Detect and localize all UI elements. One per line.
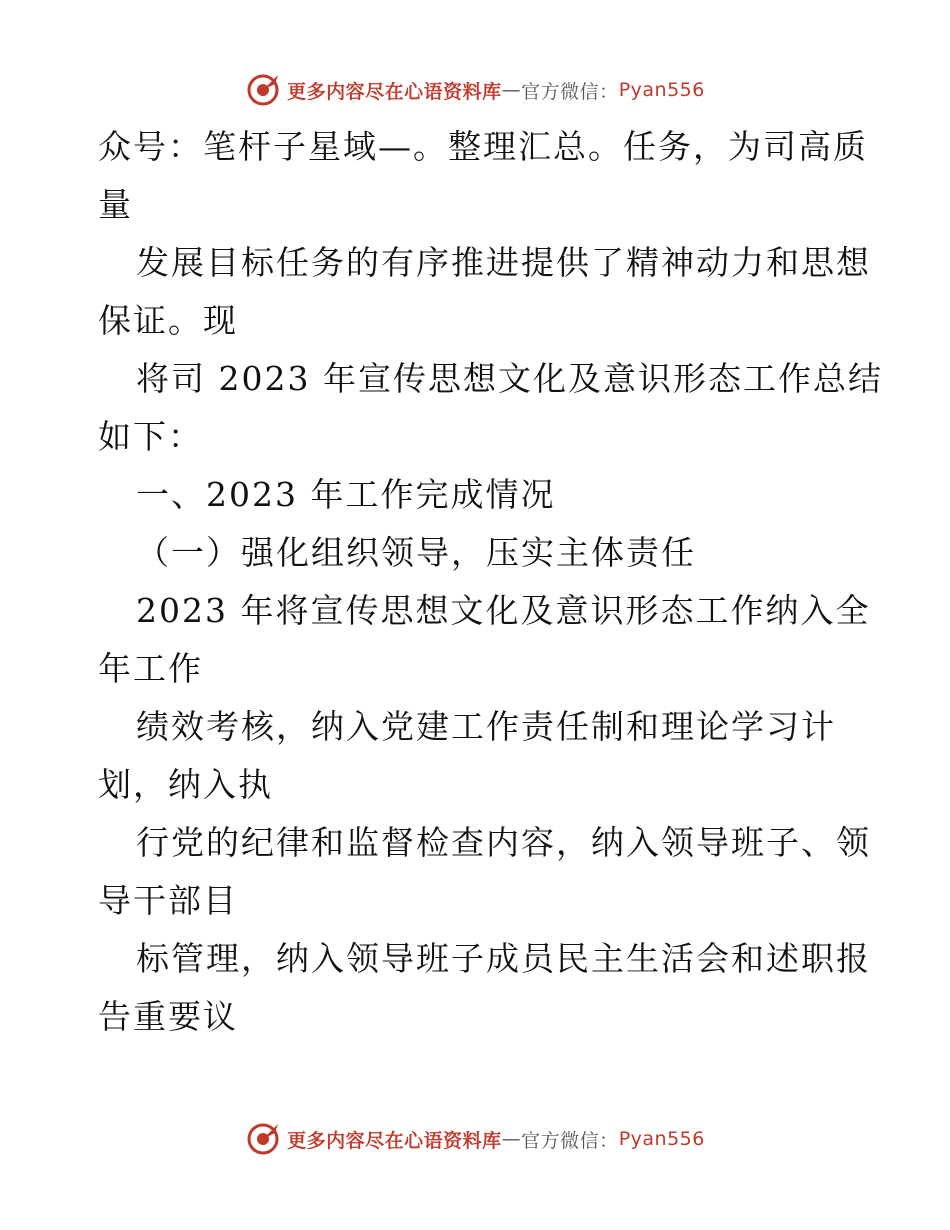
- text-line: 量: [98, 185, 133, 224]
- text-line: 告重要议: [98, 997, 238, 1036]
- text-line: 众号：笔杆子星域—。整理汇总。任务，为司高质: [98, 127, 868, 166]
- text-line: 行党的纪律和监督检查内容，纳入领导班子、领: [136, 823, 871, 862]
- watermark-sub-text: 官方微信：: [521, 80, 619, 103]
- watermark-banner-bottom: [0, 1117, 950, 1161]
- subsection-heading: （一）强化组织领导，压实主体责任: [136, 533, 696, 572]
- text-line: 发展目标任务的有序推进提供了精神动力和思想: [136, 243, 871, 282]
- quill-logo-icon: [245, 72, 281, 108]
- text-line: 2023 年将宣传思想文化及意识形态工作纳入全: [136, 591, 871, 630]
- document-body: [98, 118, 883, 1046]
- watermark-main-text: 更多内容尽在心语资料库: [287, 1129, 502, 1152]
- text-line: 标管理，纳入领导班子成员民主生活会和述职报: [136, 939, 871, 978]
- watermark-wechat-id: Pyan556: [618, 79, 705, 101]
- watermark-separator: —: [501, 1128, 522, 1150]
- watermark-main-text: 更多内容尽在心语资料库: [287, 80, 502, 103]
- watermark-sub-text: 官方微信：: [521, 1129, 619, 1152]
- text-line: 保证。现: [98, 301, 238, 340]
- watermark-banner-top: [0, 68, 950, 112]
- text-line: 划，纳入执: [98, 765, 273, 804]
- watermark-wechat-id: Pyan556: [618, 1128, 705, 1150]
- section-heading: 一、2023 年工作完成情况: [136, 475, 556, 514]
- text-line: 导干部目: [98, 881, 238, 920]
- text-line: 年工作: [98, 649, 203, 688]
- text-line: 将司 2023 年宣传思想文化及意识形态工作总结: [136, 359, 883, 398]
- watermark-separator: —: [501, 79, 522, 101]
- text-line: 如下：: [98, 417, 203, 456]
- text-line: 绩效考核，纳入党建工作责任制和理论学习计: [136, 707, 836, 746]
- quill-logo-icon: [245, 1121, 281, 1157]
